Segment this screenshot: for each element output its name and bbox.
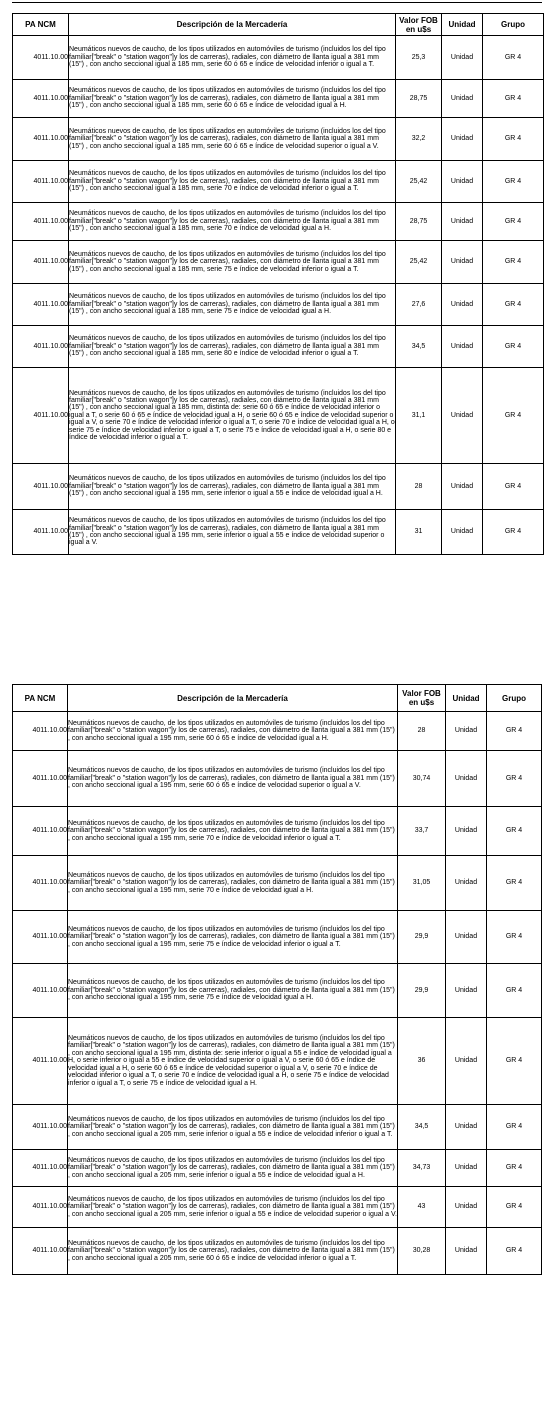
description-cell: Neumáticos nuevos de caucho, de los tipos utilizados en automóviles de turismo (incluidos los del tipo familiar["break" o "station wagon"]y los de carreras), radiales, con diámetro de llanta igual a 381 mm (15") , con ancho seccional igual a 185 mm, serie 70 e índice de velocidad inferior o igual a T. (69, 161, 396, 203)
unit-cell: Unidad (446, 712, 487, 751)
header-valor-fob: Valor FOB en u$s (396, 14, 442, 36)
description-cell: Neumáticos nuevos de caucho, de los tipos utilizados en automóviles de turismo (incluidos los del tipo familiar["break" o "station wagon"]y los de carreras), radiales, con diámetro de llanta igual a 381 mm (15") , con ancho seccional igual a 185 mm, serie 75 e índice de velocidad igual a H. (69, 284, 396, 326)
ncm-code-cell: 4011.10.00 (13, 712, 68, 751)
table-row (13, 510, 544, 555)
table-row (13, 964, 542, 1018)
ncm-code-cell: 4011.10.00 (13, 80, 69, 118)
ncm-code-cell: 4011.10.00 (13, 36, 69, 80)
unit-cell: Unidad (442, 203, 483, 241)
description-cell: Neumáticos nuevos de caucho, de los tipos utilizados en automóviles de turismo (incluidos los del tipo familiar["break" o "station wagon"]y los de carreras), radiales, con diámetro de llanta igual a 381 mm (15") , con ancho seccional igual a 195 mm, serie 60 ó 65 e índice de velocidad superior o igual a V. (68, 751, 398, 807)
unit-cell: Unidad (446, 1018, 487, 1105)
group-cell: GR 4 (483, 118, 544, 161)
table-row (13, 1150, 542, 1187)
fob-value-cell: 25,42 (396, 241, 442, 284)
unit-cell: Unidad (442, 368, 483, 464)
header-grupo: Grupo (483, 14, 544, 36)
header-grupo: Grupo (487, 685, 542, 712)
fob-value-cell: 28 (398, 712, 446, 751)
description-cell: Neumáticos nuevos de caucho, de los tipos utilizados en automóviles de turismo (incluidos los del tipo familiar["break" o "station wagon"]y los de carreras), radiales, con diámetro de llanta igual a 381 mm (15") , con ancho seccional igual a 185 mm, serie 75 e índice de velocidad inferior o igual a T. (69, 241, 396, 284)
fob-value-cell: 28,75 (396, 80, 442, 118)
unit-cell: Unidad (446, 751, 487, 807)
fob-value-cell: 29,9 (398, 911, 446, 964)
ncm-code-cell: 4011.10.00 (13, 964, 68, 1018)
table-row (13, 856, 542, 911)
fob-value-cell: 33,7 (398, 807, 446, 856)
table-row (13, 284, 544, 326)
description-cell: Neumáticos nuevos de caucho, de los tipos utilizados en automóviles de turismo (incluidos los del tipo familiar["break" o "station wagon"]y los de carreras), radiales, con diámetro de llanta igual a 381 mm (15") , con ancho seccional igual a 185 mm, serie 80 e índice de velocidad inferior o igual a T. (69, 326, 396, 368)
table-row (13, 326, 544, 368)
table-row (13, 1018, 542, 1105)
unit-cell: Unidad (442, 326, 483, 368)
fob-value-cell: 27,6 (396, 284, 442, 326)
group-cell: GR 4 (487, 1018, 542, 1105)
description-cell: Neumáticos nuevos de caucho, de los tipos utilizados en automóviles de turismo (incluidos los del tipo familiar["break" o "station wagon"]y los de carreras), radiales, con diámetro de llanta igual a 381 mm (15") , con ancho seccional igual a 195 mm, serie inferior o igual a 55 e índice de velocidad igual a H. (69, 464, 396, 510)
ncm-code-cell: 4011.10.00 (13, 751, 68, 807)
table-row (13, 118, 544, 161)
table-row (13, 36, 544, 80)
unit-cell: Unidad (446, 964, 487, 1018)
table-row (13, 161, 544, 203)
fob-value-cell: 34,73 (398, 1150, 446, 1187)
table-header-row (13, 14, 544, 36)
group-cell: GR 4 (483, 241, 544, 284)
table-row (13, 751, 542, 807)
fob-value-cell: 29,9 (398, 964, 446, 1018)
header-unidad: Unidad (446, 685, 487, 712)
group-cell: GR 4 (487, 807, 542, 856)
fob-value-cell: 30,74 (398, 751, 446, 807)
group-cell: GR 4 (487, 911, 542, 964)
unit-cell: Unidad (446, 1150, 487, 1187)
group-cell: GR 4 (487, 751, 542, 807)
description-cell: Neumáticos nuevos de caucho, de los tipos utilizados en automóviles de turismo (incluidos los del tipo familiar["break" o "station wagon"]y los de carreras), radiales, con diámetro de llanta igual a 381 mm (15") , con ancho seccional igual a 195 mm, serie 75 e índice de velocidad igual a H. (68, 964, 398, 1018)
description-cell: Neumáticos nuevos de caucho, de los tipos utilizados en automóviles de turismo (incluidos los del tipo familiar["break" o "station wagon"]y los de carreras), radiales, con diámetro de llanta igual a 381 mm (15") , con ancho seccional igual a 195 mm, serie inferior o igual a 55 e índice de velocidad superior o igual a V. (69, 510, 396, 555)
ncm-code-cell: 4011.10.00 (13, 807, 68, 856)
table-row (13, 241, 544, 284)
fob-value-cell: 34,5 (398, 1105, 446, 1150)
fob-value-cell: 28,75 (396, 203, 442, 241)
description-cell: Neumáticos nuevos de caucho, de los tipos utilizados en automóviles de turismo (incluidos los del tipo familiar["break" o "station wagon"]y los de carreras), radiales, con diámetro de llanta igual a 381 mm (15") , con ancho seccional igual a 205 mm, serie inferior o igual a 55 e índice de velocidad superior o igual a V. (68, 1187, 398, 1228)
group-cell: GR 4 (483, 203, 544, 241)
ncm-code-cell: 4011.10.00 (13, 203, 69, 241)
fob-value-cell: 32,2 (396, 118, 442, 161)
description-cell: Neumáticos nuevos de caucho, de los tipos utilizados en automóviles de turismo (incluidos los del tipo familiar["break" o "station wagon"]y los de carreras), radiales, con diámetro de llanta igual a 381 mm (15") , con ancho seccional igual a 205 mm, serie 60 ó 65 e índice de velocidad inferior o igual a T. (68, 1228, 398, 1275)
table-row (13, 807, 542, 856)
unit-cell: Unidad (446, 1187, 487, 1228)
description-cell: Neumáticos nuevos de caucho, de los tipos utilizados en automóviles de turismo (incluidos los del tipo familiar["break" o "station wagon"]y los de carreras), radiales, con diámetro de llanta igual a 381 mm (15") , con ancho seccional igual a 195 mm, serie 60 ó 65 e índice de velocidad igual a H. (68, 712, 398, 751)
description-cell: Neumáticos nuevos de caucho, de los tipos utilizados en automóviles de turismo (incluidos los del tipo familiar["break" o "station wagon"]y los de carreras), radiales, con diámetro de llanta igual a 381 mm (15") , con ancho seccional igual a 195 mm, serie 75 e índice de velocidad inferior o igual a T. (68, 911, 398, 964)
description-cell: Neumáticos nuevos de caucho, de los tipos utilizados en automóviles de turismo (incluidos los del tipo familiar["break" o "station wagon"]y los de carreras), radiales, con diámetro de llanta igual a 381 mm (15") , con ancho seccional igual a 185 mm, serie 60 ó 65 e índice de velocidad superior o igual a V. (69, 118, 396, 161)
description-cell: Neumáticos nuevos de caucho, de los tipos utilizados en automóviles de turismo (incluidos los del tipo familiar["break" o "station wagon"]y los de carreras), radiales, con diámetro de llanta igual a 381 mm (15") , con ancho seccional igual a 195 mm, serie 70 e índice de velocidad inferior o igual a T. (68, 807, 398, 856)
ncm-code-cell: 4011.10.00 (13, 161, 69, 203)
fob-value-cell: 25,42 (396, 161, 442, 203)
table-row (13, 80, 544, 118)
header-descripcion: Descripción de la Mercadería (69, 14, 396, 36)
unit-cell: Unidad (442, 118, 483, 161)
group-cell: GR 4 (483, 284, 544, 326)
ncm-code-cell: 4011.10.00 (13, 284, 69, 326)
unit-cell: Unidad (442, 36, 483, 80)
description-cell: Neumáticos nuevos de caucho, de los tipos utilizados en automóviles de turismo (incluidos los del tipo familiar["break" o "station wagon"]y los de carreras), radiales, con diámetro de llanta igual a 381 mm (15") , con ancho seccional igual a 205 mm, serie inferior o igual a 55 e índice de velocidad igual a H. (68, 1150, 398, 1187)
fob-value-cell: 31,05 (398, 856, 446, 911)
unit-cell: Unidad (446, 911, 487, 964)
group-cell: GR 4 (487, 1228, 542, 1275)
unit-cell: Unidad (446, 807, 487, 856)
ncm-code-cell: 4011.10.00 (13, 1150, 68, 1187)
header-descripcion: Descripción de la Mercadería (68, 685, 398, 712)
ncm-code-cell: 4011.10.00 (13, 368, 69, 464)
header-pa-ncm: PA NCM (13, 685, 68, 712)
unit-cell: Unidad (442, 80, 483, 118)
top-rule (12, 2, 542, 3)
unit-cell: Unidad (446, 1228, 487, 1275)
description-cell: Neumáticos nuevos de caucho, de los tipos utilizados en automóviles de turismo (incluidos los del tipo familiar["break" o "station wagon"]y los de carreras), radiales, con diámetro de llanta igual a 381 mm (15") , con ancho seccional igual a 185 mm, serie 70 e índice de velocidad igual a H. (69, 203, 396, 241)
ncm-code-cell: 4011.10.00 (13, 510, 69, 555)
fob-value-cell: 34,5 (396, 326, 442, 368)
description-cell: Neumáticos nuevos de caucho, de los tipos utilizados en automóviles de turismo (incluidos los del tipo familiar["break" o "station wagon"]y los de carreras), radiales, con diámetro de llanta igual a 381 mm (15") , con ancho seccional igual a 185 mm, serie 60 ó 65 e índice de velocidad igual a H. (69, 80, 396, 118)
ncm-code-cell: 4011.10.00 (13, 464, 69, 510)
ncm-code-cell: 4011.10.00 (13, 118, 69, 161)
group-cell: GR 4 (483, 326, 544, 368)
fob-value-cell: 31 (396, 510, 442, 555)
tariff-table-1 (12, 13, 544, 555)
table-row (13, 911, 542, 964)
description-cell: Neumáticos nuevos de caucho, de los tipos utilizados en automóviles de turismo (incluidos los del tipo familiar["break" o "station wagon"]y los de carreras), radiales, con diámetro de llanta igual a 381 mm (15") , con ancho seccional igual a 195 mm, distinta de: serie inferior o igual a 55 e índice de velocidad igual a H, o serie inferior o igual a 55 e índice de velocidad superior o igual a V, o serie 60 ó 65 e índice de velocidad igual a H, o serie 60 ó 65 e índice de velocidad superior o igual a V, o serie 70 e índice de velocidad inferior o igual a T, o serie 70 e índice de velocidad igual a H, o serie 75 e índice de velocidad inferior o igual a T, o serie 75 e índice de velocidad igual a H. (68, 1018, 398, 1105)
table-row (13, 203, 544, 241)
description-cell: Neumáticos nuevos de caucho, de los tipos utilizados en automóviles de turismo (incluidos los del tipo familiar["break" o "station wagon"]y los de carreras), radiales, con diámetro de llanta igual a 381 mm (15") , con ancho seccional igual a 205 mm, serie inferior o igual a 55 e índice de velocidad inferior o igual a T. (68, 1105, 398, 1150)
unit-cell: Unidad (442, 510, 483, 555)
description-cell: Neumáticos nuevos de caucho, de los tipos utilizados en automóviles de turismo (incluidos los del tipo familiar["break" o "station wagon"]y los de carreras), radiales, con diámetro de llanta igual a 381 mm (15") , con ancho seccional igual a 185 mm, serie 60 ó 65 e índice de velocidad inferior o igual a T. (69, 36, 396, 80)
group-cell: GR 4 (487, 856, 542, 911)
table-header-row (13, 685, 542, 712)
description-cell: Neumáticos nuevos de caucho, de los tipos utilizados en automóviles de turismo (incluidos los del tipo familiar["break" o "station wagon"]y los de carreras), radiales, con diámetro de llanta igual a 381 mm (15") , con ancho seccional igual a 195 mm, serie 70 e índice de velocidad igual a H. (68, 856, 398, 911)
ncm-code-cell: 4011.10.00 (13, 1018, 68, 1105)
description-cell: Neumáticos nuevos de caucho, de los tipos utilizados en automóviles de turismo (incluidos los del tipo familiar["break" o "station wagon"]y los de carreras), radiales, con diámetro de llanta igual a 381 mm (15") , con ancho seccional igual a 185 mm, distinta de: serie 60 ó 65 e índice de velocidad inferior o igual a T, o serie 60 ó 65 e índice de velocidad igual a H, o serie 60 ó 65 e índice de velocidad superior o igual a V, o serie 70 e índice de velocidad inferior o igual a T, o serie 70 e índice de velocidad igual a H, o serie 75 e índice de velocidad inferior o igual a T, o serie 75 e índice de velocidad igual a H, o serie 80 e índice de velocidad inferior o igual a T. (69, 368, 396, 464)
group-cell: GR 4 (487, 712, 542, 751)
table-row (13, 1228, 542, 1275)
unit-cell: Unidad (442, 464, 483, 510)
group-cell: GR 4 (487, 964, 542, 1018)
unit-cell: Unidad (442, 161, 483, 203)
unit-cell: Unidad (446, 1105, 487, 1150)
ncm-code-cell: 4011.10.00 (13, 1105, 68, 1150)
ncm-code-cell: 4011.10.00 (13, 326, 69, 368)
unit-cell: Unidad (442, 284, 483, 326)
unit-cell: Unidad (442, 241, 483, 284)
group-cell: GR 4 (483, 510, 544, 555)
group-cell: GR 4 (483, 36, 544, 80)
group-cell: GR 4 (483, 368, 544, 464)
unit-cell: Unidad (446, 856, 487, 911)
header-valor-fob: Valor FOB en u$s (398, 685, 446, 712)
table-row (13, 464, 544, 510)
table-row (13, 1105, 542, 1150)
group-cell: GR 4 (483, 464, 544, 510)
table-row (13, 712, 542, 751)
fob-value-cell: 25,3 (396, 36, 442, 80)
ncm-code-cell: 4011.10.00 (13, 1187, 68, 1228)
ncm-code-cell: 4011.10.00 (13, 911, 68, 964)
fob-value-cell: 43 (398, 1187, 446, 1228)
header-unidad: Unidad (442, 14, 483, 36)
ncm-code-cell: 4011.10.00 (13, 856, 68, 911)
ncm-code-cell: 4011.10.00 (13, 241, 69, 284)
group-cell: GR 4 (487, 1150, 542, 1187)
group-cell: GR 4 (487, 1187, 542, 1228)
fob-value-cell: 36 (398, 1018, 446, 1105)
group-cell: GR 4 (487, 1105, 542, 1150)
table-row (13, 1187, 542, 1228)
ncm-code-cell: 4011.10.00 (13, 1228, 68, 1275)
tariff-table-2 (12, 684, 542, 1275)
fob-value-cell: 31,1 (396, 368, 442, 464)
header-pa-ncm: PA NCM (13, 14, 69, 36)
fob-value-cell: 28 (396, 464, 442, 510)
group-cell: GR 4 (483, 161, 544, 203)
table-row (13, 368, 544, 464)
group-cell: GR 4 (483, 80, 544, 118)
fob-value-cell: 30,28 (398, 1228, 446, 1275)
